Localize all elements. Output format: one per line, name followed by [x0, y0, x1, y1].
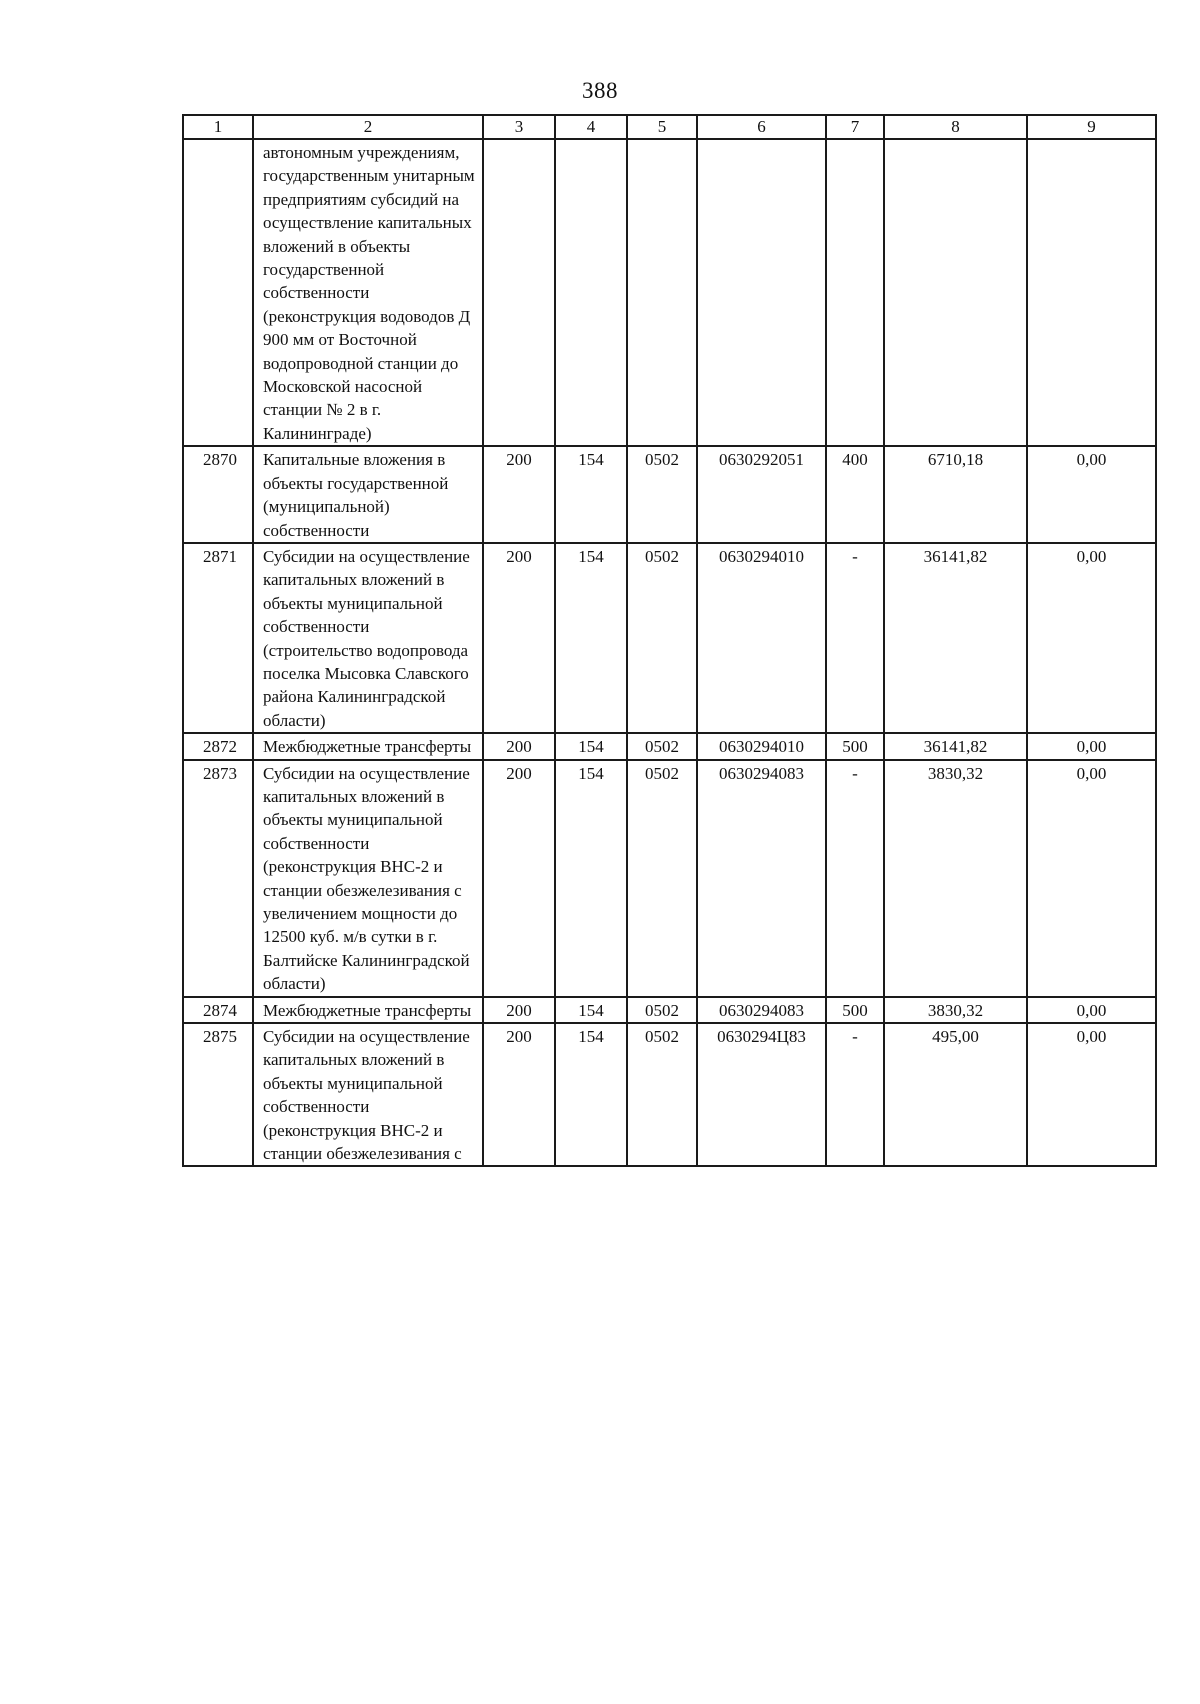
row-number: 2873 — [183, 760, 253, 997]
column-header-3: 3 — [483, 115, 555, 139]
cell-col4: 154 — [555, 733, 627, 759]
cell-col7: 400 — [826, 446, 884, 543]
cell-col6 — [697, 139, 826, 446]
cell-col4: 154 — [555, 1023, 627, 1166]
cell-col8: 3830,32 — [884, 760, 1027, 997]
row-name: Субсидии на осуществление капитальных вложений в объекты муниципальной собственности (строительство водопровода поселка Мысовка Славского района Калининградской области) — [253, 543, 483, 733]
column-header-7: 7 — [826, 115, 884, 139]
column-header-4: 4 — [555, 115, 627, 139]
cell-col5: 0502 — [627, 543, 697, 733]
table-row — [183, 446, 1156, 543]
budget-table — [182, 114, 1157, 1167]
cell-col8 — [884, 139, 1027, 446]
table-row — [183, 543, 1156, 733]
table-row — [183, 733, 1156, 759]
cell-col9: 0,00 — [1027, 997, 1156, 1023]
cell-col3: 200 — [483, 760, 555, 997]
row-name: Межбюджетные трансферты — [253, 733, 483, 759]
cell-col4: 154 — [555, 543, 627, 733]
row-name: Межбюджетные трансферты — [253, 997, 483, 1023]
cell-col8: 495,00 — [884, 1023, 1027, 1166]
row-number: 2872 — [183, 733, 253, 759]
table-row — [183, 139, 1156, 446]
column-header-2: 2 — [253, 115, 483, 139]
cell-col6: 0630294010 — [697, 733, 826, 759]
cell-col7: 500 — [826, 733, 884, 759]
cell-col9: 0,00 — [1027, 1023, 1156, 1166]
row-name: Субсидии на осуществление капитальных вложений в объекты муниципальной собственности (реконструкция ВНС-2 и станции обезжелезивания с — [253, 1023, 483, 1166]
column-header-1: 1 — [183, 115, 253, 139]
table-row — [183, 1023, 1156, 1166]
cell-col7: - — [826, 1023, 884, 1166]
cell-col9: 0,00 — [1027, 543, 1156, 733]
row-name: Капитальные вложения в объекты государственной (муниципальной) собственности — [253, 446, 483, 543]
cell-col4: 154 — [555, 760, 627, 997]
column-header-9: 9 — [1027, 115, 1156, 139]
cell-col3: 200 — [483, 543, 555, 733]
cell-col5: 0502 — [627, 1023, 697, 1166]
row-number: 2871 — [183, 543, 253, 733]
cell-col7: - — [826, 760, 884, 997]
cell-col5: 0502 — [627, 760, 697, 997]
cell-col8: 36141,82 — [884, 543, 1027, 733]
cell-col5 — [627, 139, 697, 446]
cell-col6: 0630294083 — [697, 760, 826, 997]
cell-col3: 200 — [483, 997, 555, 1023]
cell-col6: 0630294010 — [697, 543, 826, 733]
cell-col8: 36141,82 — [884, 733, 1027, 759]
row-number: 2874 — [183, 997, 253, 1023]
column-header-5: 5 — [627, 115, 697, 139]
column-number-header-row — [183, 115, 1156, 139]
cell-col8: 3830,32 — [884, 997, 1027, 1023]
cell-col5: 0502 — [627, 733, 697, 759]
cell-col7: 500 — [826, 997, 884, 1023]
cell-col5: 0502 — [627, 446, 697, 543]
row-number: 2870 — [183, 446, 253, 543]
row-number — [183, 139, 253, 446]
cell-col4: 154 — [555, 997, 627, 1023]
cell-col9: 0,00 — [1027, 446, 1156, 543]
cell-col9: 0,00 — [1027, 760, 1156, 997]
cell-col3 — [483, 139, 555, 446]
cell-col7: - — [826, 543, 884, 733]
cell-col6: 0630294083 — [697, 997, 826, 1023]
row-name: Субсидии на осуществление капитальных вложений в объекты муниципальной собственности (реконструкция ВНС-2 и станции обезжелезивания с увеличением мощности до 12500 куб. м/в сутки в г. Балтийске Калининградской области) — [253, 760, 483, 997]
cell-col6: 0630292051 — [697, 446, 826, 543]
cell-col5: 0502 — [627, 997, 697, 1023]
cell-col4: 154 — [555, 446, 627, 543]
column-header-6: 6 — [697, 115, 826, 139]
column-header-8: 8 — [884, 115, 1027, 139]
cell-col6: 0630294Ц83 — [697, 1023, 826, 1166]
page-number: 388 — [582, 78, 618, 103]
table-row — [183, 997, 1156, 1023]
cell-col8: 6710,18 — [884, 446, 1027, 543]
row-number: 2875 — [183, 1023, 253, 1166]
cell-col3: 200 — [483, 1023, 555, 1166]
cell-col9: 0,00 — [1027, 733, 1156, 759]
table-row — [183, 760, 1156, 997]
cell-col3: 200 — [483, 446, 555, 543]
cell-col4 — [555, 139, 627, 446]
row-name: автономным учреждениям, государственным унитарным предприятиям субсидий на осуществление капитальных вложений в объекты государственной собственности (реконструкция водоводов Д 900 мм от Восточной водопроводной станции до Московской насосной станции № 2 в г. Калининграде) — [253, 139, 483, 446]
cell-col3: 200 — [483, 733, 555, 759]
cell-col9 — [1027, 139, 1156, 446]
cell-col7 — [826, 139, 884, 446]
